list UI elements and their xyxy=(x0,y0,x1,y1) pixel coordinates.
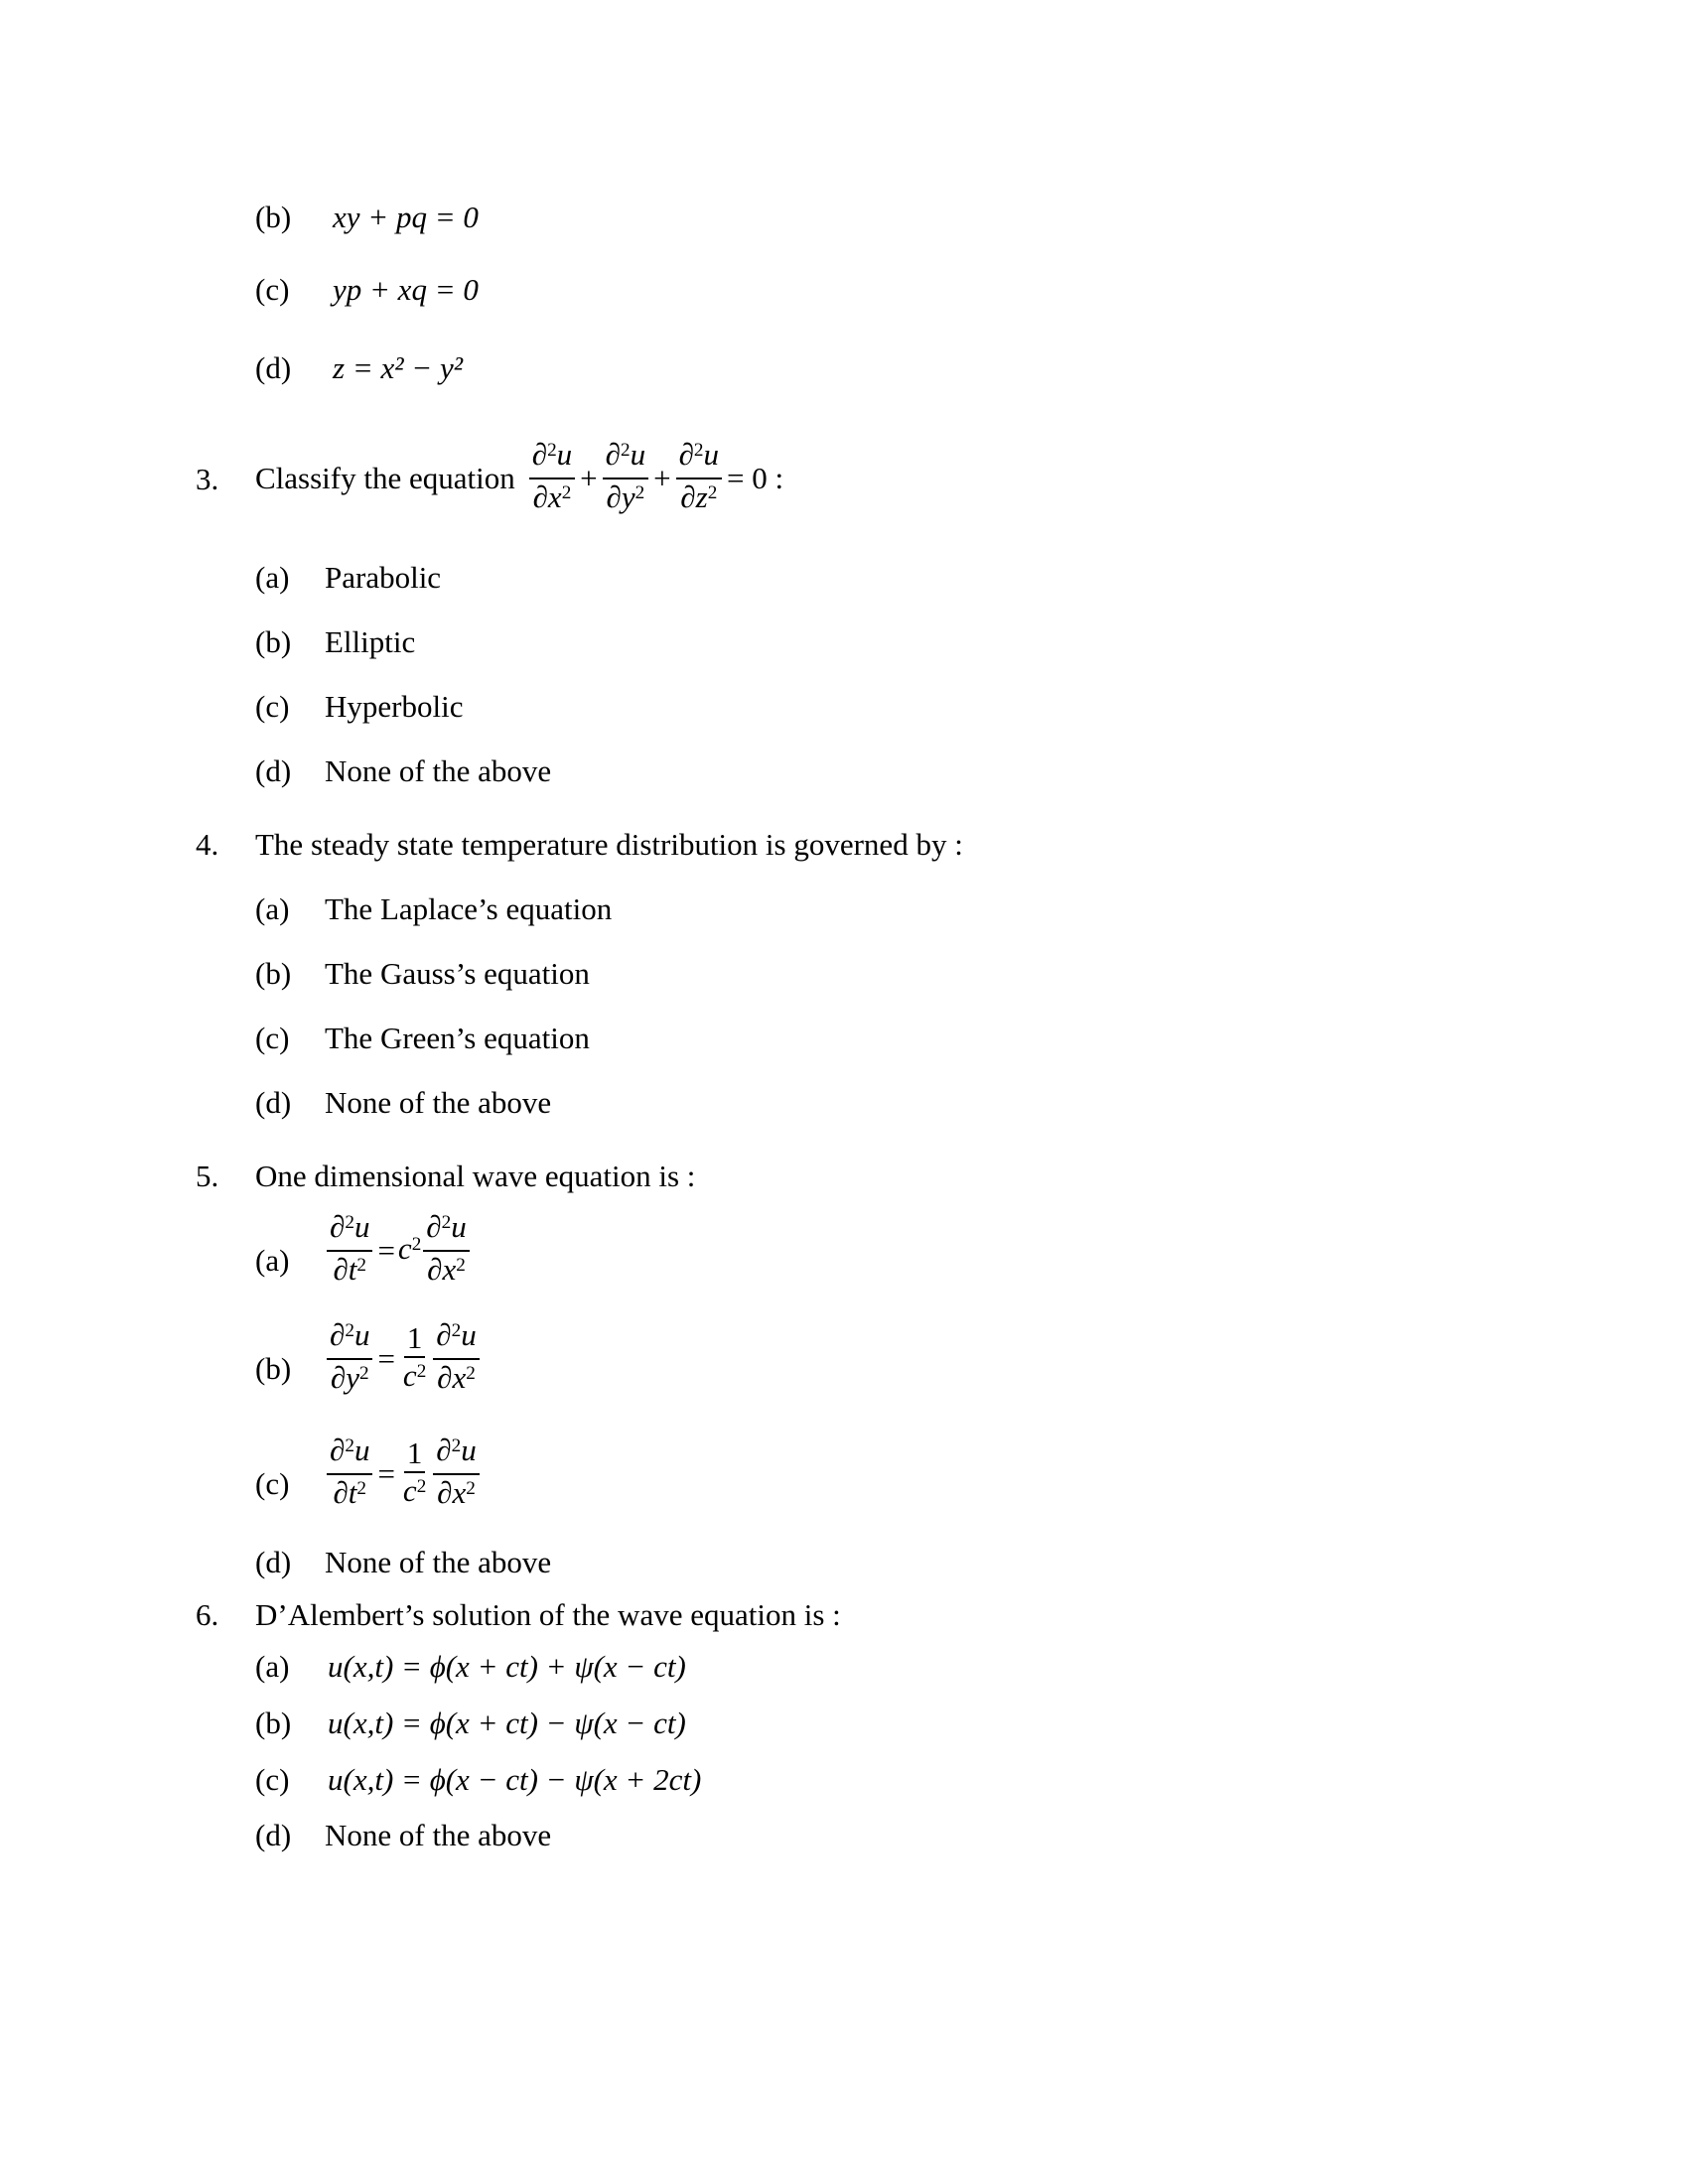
option-label: (d) xyxy=(255,753,292,788)
question-number: 6. xyxy=(196,1597,219,1632)
option-label: (b) xyxy=(255,1706,292,1740)
option-label: (d) xyxy=(255,1545,292,1579)
fraction-1-c2: $\frac{1}{c^2}$ xyxy=(402,1434,427,1508)
option-label: (b) xyxy=(255,200,292,234)
q4-option-d xyxy=(255,1084,552,1122)
option-label: (a) xyxy=(255,1649,290,1684)
option-formula: u(x,t) = ϕ(x + ct) − ψ(x − ct) xyxy=(328,1706,686,1740)
fraction-d2u-dy2: $\frac{\partial^2u}{\partial y^2}$ xyxy=(603,437,648,520)
option-label: (c) xyxy=(255,1466,290,1501)
option-label: (c) xyxy=(255,272,290,307)
option-label: (d) xyxy=(255,1085,292,1120)
stem-text: Classify the equation xyxy=(255,461,515,495)
option-label: (a) xyxy=(255,1243,290,1278)
q4-option-a xyxy=(255,890,613,928)
q2-option-b xyxy=(255,199,479,236)
q6-option-c xyxy=(255,1761,702,1799)
fraction-d2u-dx2: $\frac{\partial^2u}{\partial x^2}$ xyxy=(529,437,575,520)
q3-option-c xyxy=(255,688,464,726)
q2-option-d xyxy=(255,349,464,387)
option-text: The Gauss’s equation xyxy=(325,956,590,991)
option-label: (b) xyxy=(255,1351,292,1386)
q4-option-c xyxy=(255,1020,590,1057)
question-number: 4. xyxy=(196,827,219,862)
option-label: (b) xyxy=(255,956,292,991)
option-text: Parabolic xyxy=(325,560,442,595)
question-stem: D’Alembert’s solution of the wave equation is : xyxy=(255,1597,841,1632)
option-formula: $\frac{\partial^2u}{\partial y^2}$ = $\frac{1}{c^2}$ $\frac{\partial^2u}{\partial x^2}$ xyxy=(325,1317,482,1401)
question-stem: The steady state temperature distribution is governed by : xyxy=(255,827,963,862)
fraction-d2u-dt2: $\frac{\partial^2u}{\partial t^2}$ xyxy=(327,1433,372,1516)
option-formula: u(x,t) = ϕ(x − ct) − ψ(x + 2ct) xyxy=(328,1762,702,1797)
q6-option-b xyxy=(255,1705,686,1742)
option-formula: u(x,t) = ϕ(x + ct) + ψ(x − ct) xyxy=(328,1649,686,1684)
fraction-d2u-dy2: $\frac{\partial^2u}{\partial y^2}$ xyxy=(327,1317,372,1401)
fraction-d2u-dx2: $\frac{\partial^2u}{\partial x^2}$ xyxy=(433,1317,479,1401)
q6-option-d xyxy=(255,1817,552,1854)
question-number: 3. xyxy=(196,462,219,496)
fraction-1-c2: $\frac{1}{c^2}$ xyxy=(402,1319,427,1393)
q6-option-a xyxy=(255,1648,686,1686)
option-formula: z = x² − y² xyxy=(333,350,464,385)
fraction-d2u-dx2: $\frac{\partial^2u}{\partial x^2}$ xyxy=(433,1433,479,1516)
option-text: None of the above xyxy=(325,1545,552,1579)
option-label: (c) xyxy=(255,689,290,724)
option-label: (c) xyxy=(255,1021,290,1055)
option-formula: $\frac{\partial^2u}{\partial t^2}$ = $\frac{1}{c^2}$ $\frac{\partial^2u}{\partial x^2}$ xyxy=(325,1433,482,1516)
option-text: None of the above xyxy=(325,1818,552,1852)
q3-option-d xyxy=(255,752,552,790)
option-formula: $\frac{\partial^2u}{\partial t^2}$ = $c^2$ $\frac{\partial^2u}{\partial x^2}$ xyxy=(325,1209,472,1293)
q4-option-b xyxy=(255,955,590,993)
option-label: (c) xyxy=(255,1762,290,1797)
q2-option-c xyxy=(255,271,479,309)
option-text: The Laplace’s equation xyxy=(325,891,613,926)
option-text: Elliptic xyxy=(325,624,416,659)
option-label: (d) xyxy=(255,350,292,385)
question-stem: One dimensional wave equation is : xyxy=(255,1159,696,1193)
q5-option-d xyxy=(255,1544,552,1581)
q3-option-b xyxy=(255,623,416,661)
fraction-d2u-dz2: $\frac{\partial^2u}{\partial z^2}$ xyxy=(676,437,722,520)
fraction-d2u-dt2: $\frac{\partial^2u}{\partial t^2}$ xyxy=(327,1209,372,1293)
option-formula: yp + xq = 0 xyxy=(333,272,479,307)
option-formula xyxy=(333,199,479,236)
option-label: (b) xyxy=(255,624,292,659)
option-text: None of the above xyxy=(325,753,552,788)
option-label: (a) xyxy=(255,891,290,926)
option-label: (d) xyxy=(255,1818,292,1852)
formula-text: xy + pq = 0 xyxy=(333,200,479,234)
question-number: 5. xyxy=(196,1159,219,1193)
fraction-d2u-dx2: $\frac{\partial^2u}{\partial x^2}$ xyxy=(423,1209,469,1293)
option-text: Hyperbolic xyxy=(325,689,464,724)
q3-option-a xyxy=(255,559,442,597)
question-stem: Classify the equation $\frac{\partial^2u}{\partial x^2}$ + $\frac{\partial^2u}{\partial y^2}$ + $\frac{\partial^2u}{\partial z^2}$ = 0 : xyxy=(255,437,786,520)
option-text: The Green’s equation xyxy=(325,1021,590,1055)
option-text: None of the above xyxy=(325,1085,552,1120)
option-label: (a) xyxy=(255,560,290,595)
